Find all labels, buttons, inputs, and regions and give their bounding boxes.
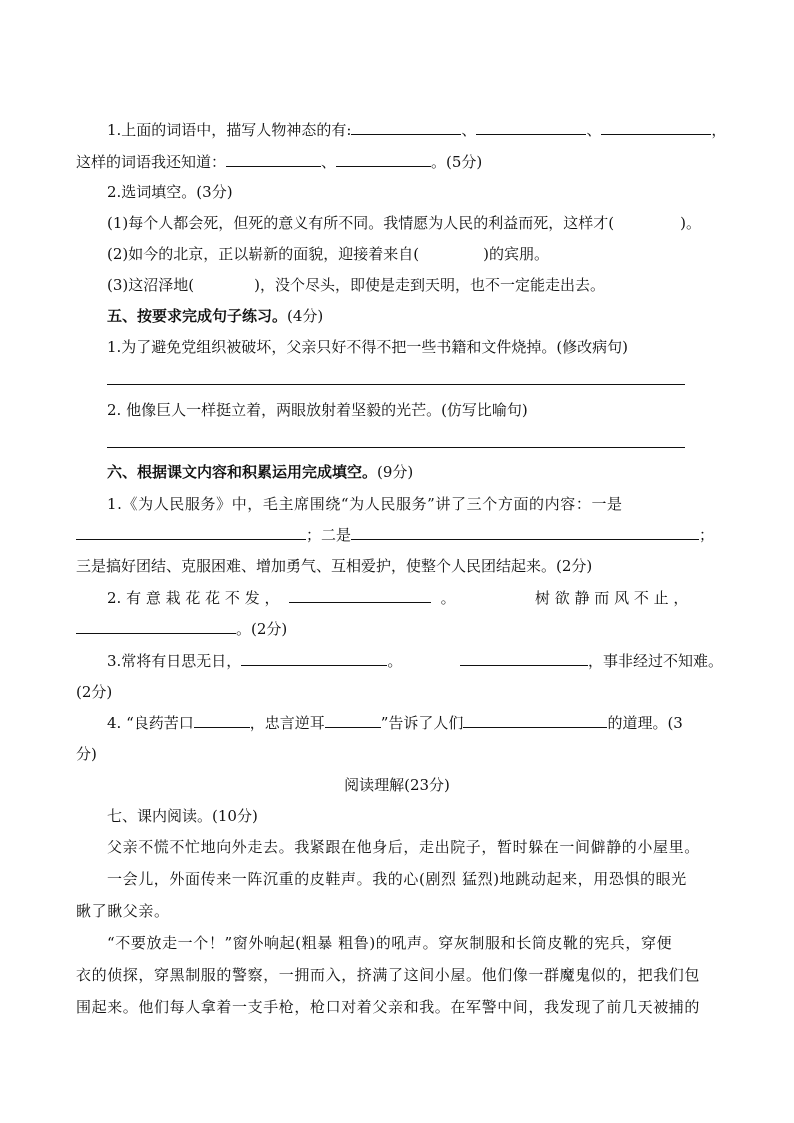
q6-item3-line1 (107, 651, 402, 671)
separator: 。 (440, 589, 456, 607)
q6-item1-line3: 三是搞好团结、克服困难、增加勇气、互相爱护，使整个人民团结起来。(2分) (76, 557, 593, 575)
sentence-text: ；二是 (306, 526, 352, 544)
q6-item4-line1 (107, 713, 683, 733)
q6-item1-line2 (76, 525, 714, 545)
sentence-text: (2)如今的北京，正以崭新的面貌，迎接着来自( (107, 245, 420, 263)
sentence-text: )，没个尽头，即使是走到天明，也不一定能走出去。 (254, 276, 605, 294)
reading-section-title: 阅读理解(23分) (344, 776, 450, 794)
separator: 、 (321, 153, 337, 171)
q6-item4-line2: 分) (76, 745, 97, 763)
sentence-text: 3.常将有日思无日， (107, 652, 242, 670)
answer-blank[interactable] (241, 651, 387, 666)
separator: ； (699, 526, 715, 544)
sentence-text: ，忠言逆耳 (249, 714, 325, 732)
sentence-text: )。 (680, 214, 701, 232)
answer-blank[interactable] (476, 120, 586, 135)
passage-line: 衣的侦探，穿黑制服的警察，一拥而入，挤满了这间小屋。他们像一群魔鬼似的，把我们包 (76, 966, 701, 984)
q5-item2: 2. 他像巨人一样挺立着，两眼放射着坚毅的光芒。(仿写比喻句) (107, 401, 528, 419)
passage-line: 围起来。他们每人拿着一支手枪，枪口对着父亲和我。在军警中间，我发现了前几天被捕的 (76, 998, 701, 1016)
q6-item3-part2 (460, 651, 723, 671)
section-title: 六、根据课文内容和积累运用完成填空。 (107, 463, 378, 481)
separator: 。 (387, 652, 403, 670)
score-label: (9分) (377, 463, 414, 481)
score-label: 。(2分) (236, 620, 288, 638)
passage-line: 一会儿，外面传来一阵沉重的皮鞋声。我的心(剧烈 猛烈)地跳动起来，用恐惧的眼光 (107, 870, 687, 888)
q4-item2-3 (107, 275, 605, 295)
passage-line: 瞅了瞅父亲。 (76, 902, 170, 920)
q7-heading: 七、课内阅读。(10分) (107, 807, 258, 825)
passage-line: “不要放走一个！”窗外响起(粗暴 粗鲁)的吼声。穿灰制服和长筒皮靴的宪兵，穿便 (107, 934, 673, 952)
answer-line[interactable] (107, 384, 685, 385)
q6-item3-score: (2分) (76, 683, 113, 701)
sentence-text: 的道理。(3 (607, 714, 683, 732)
answer-blank[interactable] (351, 525, 699, 540)
answer-blank[interactable] (460, 651, 588, 666)
section-title: 五、按要求完成句子练习。 (107, 307, 288, 325)
answer-blank[interactable] (336, 152, 431, 167)
sentence-text: ，事非经过不知难。 (588, 652, 724, 670)
sentence-text: 4. “良药苦口 (107, 714, 194, 732)
q4-item2-1 (107, 213, 701, 233)
q6-item1-line1: 1.《为人民服务》中，毛主席围绕“为人民服务”讲了三个方面的内容：一是 (107, 495, 623, 513)
sentence-text: ”告诉了人们 (380, 714, 464, 732)
answer-blank[interactable] (76, 525, 306, 540)
q6-item2-part2: 树 欲 静 而 风 不 止 ， (535, 589, 689, 607)
separator: 、 (461, 121, 477, 139)
q4-item1-text2: 这样的词语我还知道： (76, 153, 227, 171)
answer-blank[interactable] (226, 152, 321, 167)
q4-item1-line2 (76, 152, 482, 172)
score-label: 。(5分) (431, 153, 483, 171)
sentence-text: (1)每个人都会死，但死的意义有所不同。我情愿为人民的利益而死，这样才( (107, 214, 615, 232)
sentence-text: (3)这沼泽地( (107, 276, 195, 294)
answer-line[interactable] (107, 447, 685, 448)
answer-blank[interactable] (76, 619, 236, 634)
sentence-text: )的宾朋。 (483, 245, 549, 263)
sentence-text: 2. 有 意 栽 花 花 不 发 ， (107, 589, 280, 607)
separator: 、 (586, 121, 602, 139)
q5-item1: 1.为了避免党组织被破坏，父亲只好不得不把一些书籍和文件烧掉。(修改病句) (107, 338, 629, 356)
q6-heading (107, 462, 413, 482)
q4-item1-line1 (107, 120, 726, 140)
passage-line: 父亲不慌不忙地向外走去。我紧跟在他身后，走出院子，暂时躲在一间僻静的小屋里。 (107, 838, 700, 856)
score-label: (4分) (287, 307, 324, 325)
q6-item2-line1 (107, 588, 456, 608)
answer-blank[interactable] (325, 713, 381, 728)
answer-blank[interactable] (194, 713, 250, 728)
separator: ， (711, 121, 727, 139)
answer-blank[interactable] (289, 588, 431, 603)
q4-item2-title: 2.选词填空。(3分) (107, 183, 233, 201)
q5-heading (107, 306, 323, 326)
answer-blank[interactable] (351, 120, 461, 135)
q6-item2-line2 (76, 619, 287, 639)
q4-item1-text: 1.上面的词语中，描写人物神态的有: (107, 121, 352, 139)
answer-blank[interactable] (601, 120, 711, 135)
q4-item2-2 (107, 244, 549, 264)
answer-blank[interactable] (463, 713, 607, 728)
